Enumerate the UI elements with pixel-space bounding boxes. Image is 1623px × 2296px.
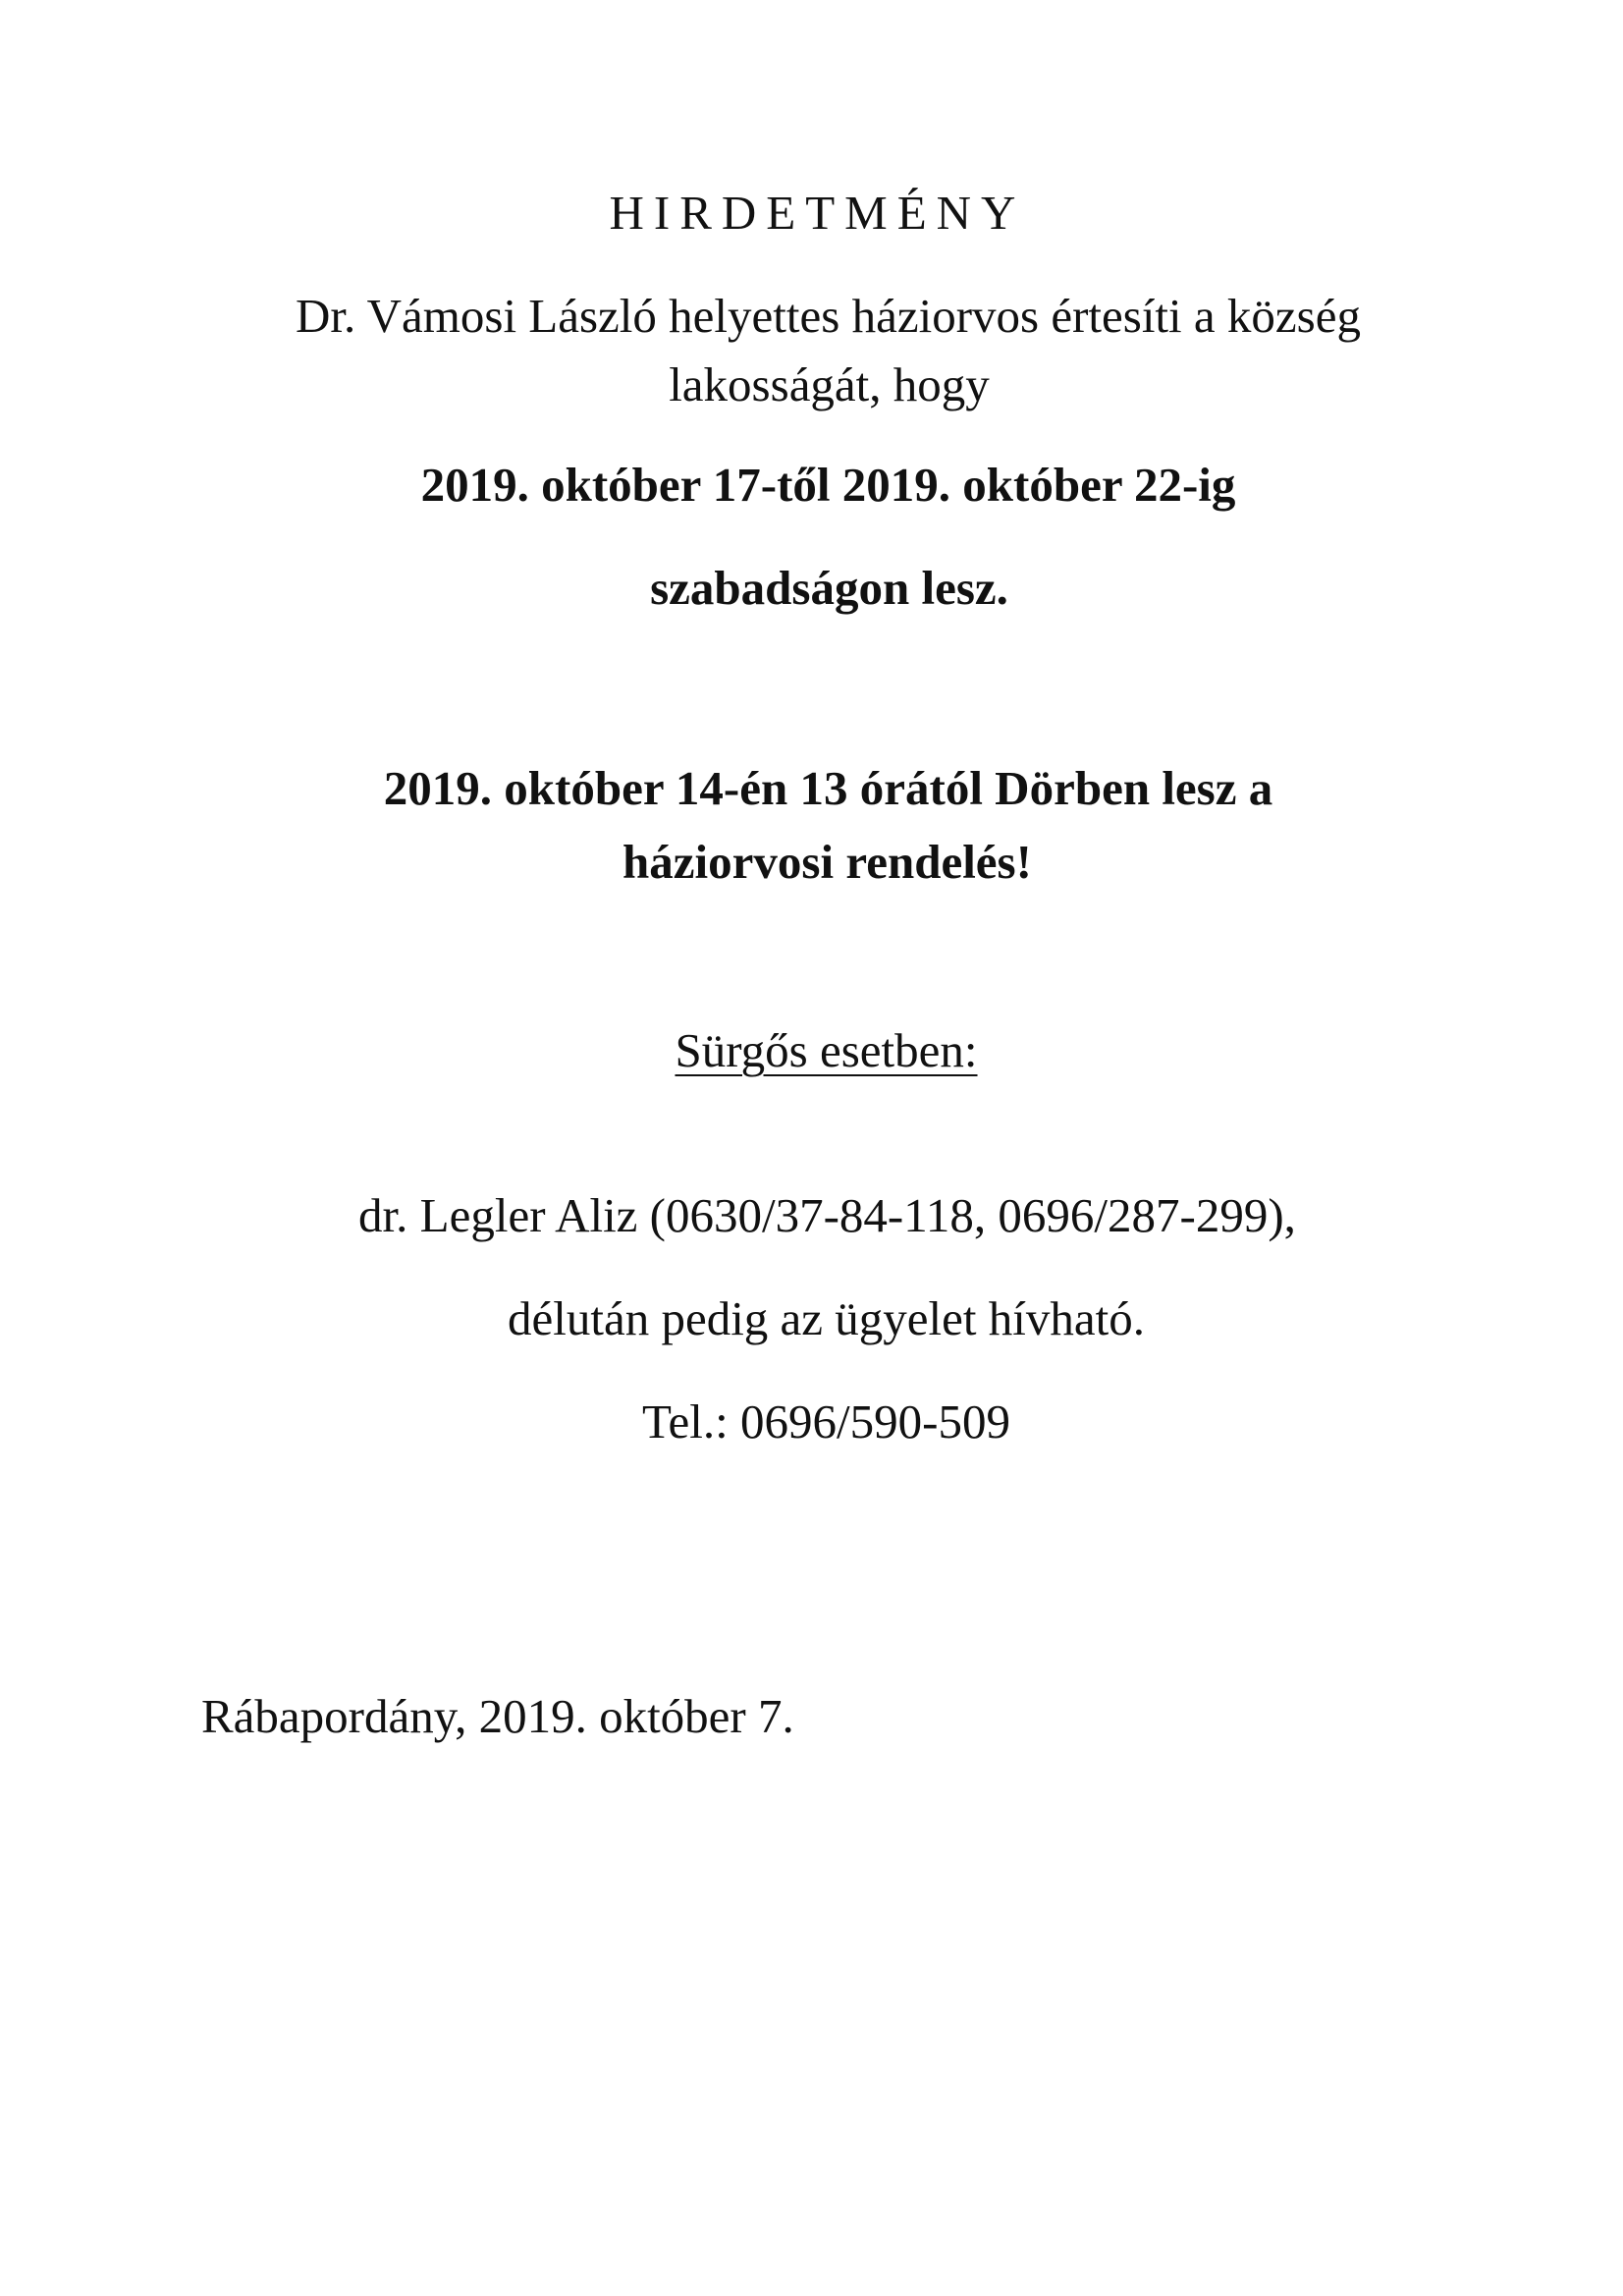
urgent-heading-text: Sürgős esetben:	[675, 1023, 978, 1077]
duty-phone: Tel.: 0696/590-509	[642, 1394, 1010, 1449]
vacation-period: 2019. október 17-től 2019. október 22-ig	[420, 458, 1236, 512]
office-hours-note-line-1: 2019. október 14-én 13 órától Dörben lesz a	[383, 761, 1273, 815]
intro-line-1: Dr. Vámosi László helyettes háziorvos értesíti a község	[296, 289, 1361, 343]
office-hours-note-line-2: háziorvosi rendelés!	[622, 835, 1032, 889]
afternoon-duty-note: délután pedig az ügyelet hívható.	[507, 1291, 1146, 1345]
intro-line-2: lakosságát, hogy	[669, 357, 990, 411]
urgent-heading	[15, 1023, 1623, 1077]
substitute-contact: dr. Legler Aliz (0630/37-84-118, 0696/287-299),	[358, 1188, 1296, 1242]
vacation-statement: szabadságon lesz.	[650, 561, 1008, 615]
place-and-date: Rábapordány, 2019. október 7.	[201, 1689, 794, 1743]
notice-title: HIRDETMÉNY	[609, 186, 1026, 240]
